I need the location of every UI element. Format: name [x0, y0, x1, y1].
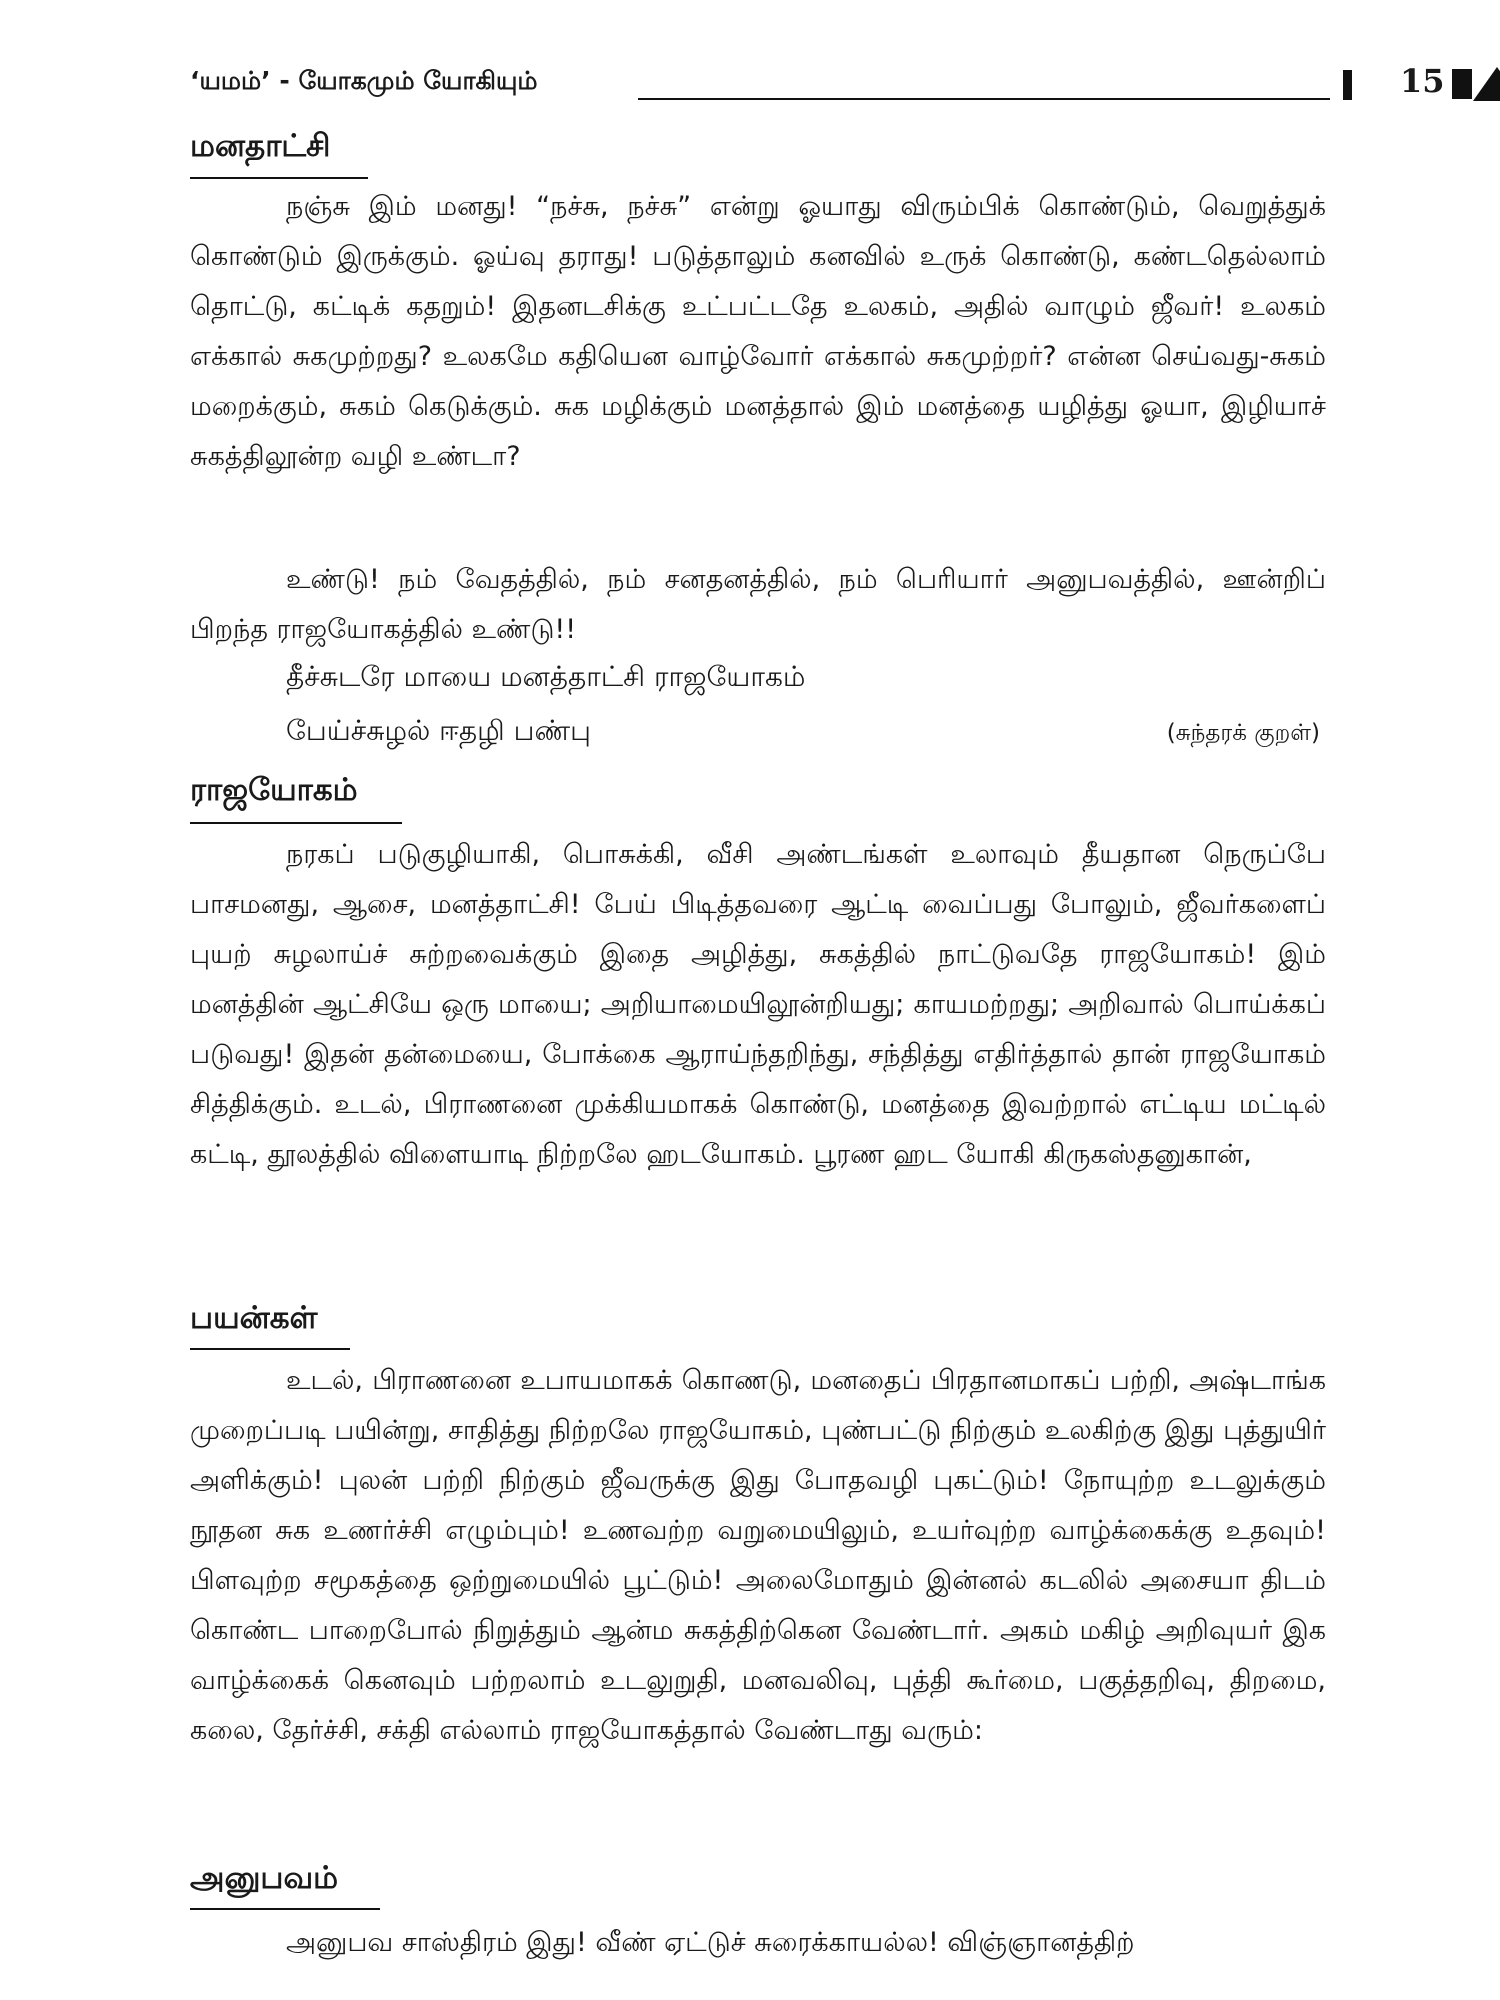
section-heading: ராஜயோகம்: [190, 772, 358, 808]
section-heading: பயன்கள்: [190, 1300, 318, 1336]
body-paragraph: அனுபவ சாஸ்திரம் இது! வீண் ஏட்டுச் சுரைக்காயல்ல! விஞ்ஞானத்திற்: [286, 1927, 1135, 1958]
page-number: 15: [1400, 62, 1445, 100]
header-bar-ornament: [1343, 70, 1352, 100]
verse-line: பேய்ச்சுழல் ஈதழி பண்பு: [286, 714, 591, 747]
page-ornament-square-icon: [1452, 69, 1472, 99]
body-paragraph: நஞ்சு இம் மனது! “நச்சு, நச்சு” என்று ஓயாது விரும்பிக் கொண்டும், வெறுத்துக் கொண்டும் இருக்கும். ஓய்வு தராது! படுத்தாலும் கனவில் உருக் கொண்டு, கண்டதெல்லாம் தொட்டு, கட்டிக் கதறும்! இதனடசிக்கு உட்பட்டதே உலகம், அதில் வாழும் ஜீவர்! உலகம் எக்கால் சுகமுற்றது? உலகமே கதியென வாழ்வோர் எக்கால் சுகமுற்றர்? என்ன செய்வது-சுகம் மறைக்கும், சுகம் கெடுக்கும். சுக மழிக்கும் மனத்தால் இம் மனத்தை யழித்து ஓயா, இழியாச் சுகத்திலூன்ற வழி உண்டா?: [190, 191, 1326, 472]
running-header-title: ‘யமம்’ - யோகமும் யோகியும்: [190, 66, 538, 95]
heading-underline: [190, 177, 368, 179]
body-paragraph: உண்டு! நம் வேதத்தில், நம் சனதனத்தில், நம் பெரியார் அனுபவத்தில், ஊன்றிப் பிறந்த ராஜயோகத்தில் உண்டு!!: [190, 564, 1326, 645]
running-header: [190, 62, 1445, 112]
verse-source: (சுந்தரக் குறள்): [1166, 720, 1320, 746]
body-paragraph: நரகப் படுகுழியாகி, பொசுக்கி, வீசி அண்டங்கள் உலாவும் தீயதான நெருப்பே பாசமனது, ஆசை, மனத்தாட்சி! பேய் பிடித்தவரை ஆட்டி வைப்பது போலும், ஜீவர்களைப் புயற் சுழலாய்ச் சுற்றவைக்கும் இதை அழித்து, சுகத்தில் நாட்டுவதே ராஜயோகம்! இம் மனத்தின் ஆட்சியே ஒரு மாயை; அறியாமையிலூன்றியது; காயமற்றது; அறிவால் பொய்க்கப் படுவது! இதன் தன்மையை, போக்கை ஆராய்ந்தறிந்து, சந்தித்து எதிர்த்தால் தான் ராஜயோகம் சித்திக்கும். உடல், பிராணனை முக்கியமாகக் கொண்டு, மனத்தை இவற்றால் எட்டிய மட்டில் கட்டி, தூலத்தில் விளையாடி நிற்றலே ஹடயோகம். பூரண ஹட யோகி கிருகஸ்தனுகான்,: [190, 839, 1326, 1170]
section-heading: அனுபவம்: [190, 1860, 339, 1896]
heading-underline: [190, 1348, 350, 1350]
page-ornament-triangle-icon: [1473, 67, 1500, 101]
heading-underline: [190, 1908, 380, 1910]
section-heading: மனதாட்சி: [190, 128, 331, 164]
verse-line: தீச்சுடரே மாயை மனத்தாட்சி ராஜயோகம்: [286, 660, 806, 693]
header-rule: [638, 98, 1330, 100]
body-paragraph: உடல், பிராணனை உபாயமாகக் கொணடு, மனதைப் பிரதானமாகப் பற்றி, அஷ்டாங்க முறைப்படி பயின்று, சாதித்து நிற்றலே ராஜயோகம், புண்பட்டு நிற்கும் உலகிற்கு இது புத்துயிர் அளிக்கும்! புலன் பற்றி நிற்கும் ஜீவருக்கு இது போதவழி புகட்டும்! நோயுற்ற உடலுக்கும் நூதன சுக உணர்ச்சி எழும்பும்! உணவற்ற வறுமையிலும், உயர்வுற்ற வாழ்க்கைக்கு உதவும்! பிளவுற்ற சமூகத்தை ஒற்றுமையில் பூட்டும்! அலைமோதும் இன்னல் கடலில் அசையா திடம் கொண்ட பாறைபோல் நிறுத்தும் ஆன்ம சுகத்திற்கென வேண்டார். அகம் மகிழ் அறிவுயர் இக வாழ்க்கைக் கெனவும் பற்றலாம் உடலுறுதி, மனவலிவு, புத்தி கூர்மை, பகுத்தறிவு, திறமை, கலை, தேர்ச்சி, சக்தி எல்லாம் ராஜயோகத்தால் வேண்டாது வரும்:: [190, 1365, 1326, 1746]
heading-underline: [190, 822, 402, 824]
